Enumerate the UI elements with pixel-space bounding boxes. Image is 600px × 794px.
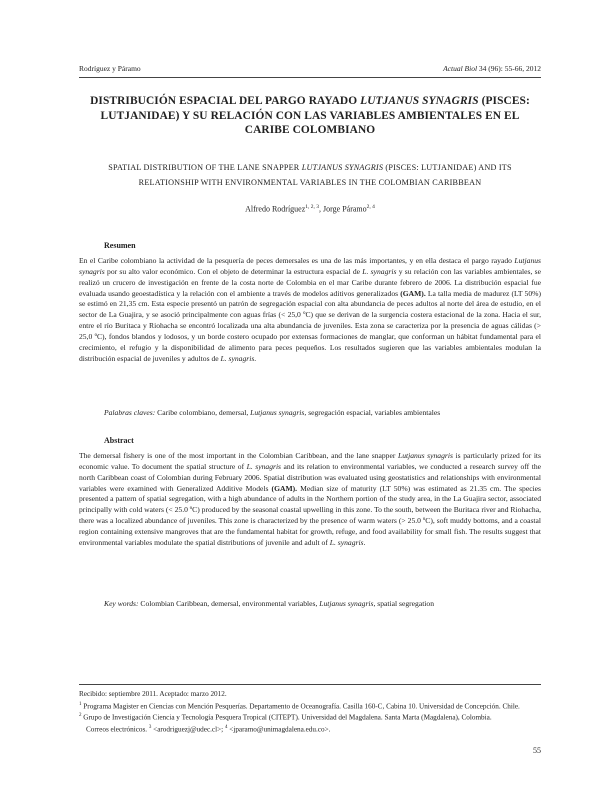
resumen-text: En el Caribe colombiano la actividad de la pesquería de peces demersales es una de las más importantes, y en ella destaca el pargo rayado Lutjanus synagris por su alto valor económico. Con el objeto de determinar la estructura espacial de L. synagris y su relación con las variables ambientales, se realizó un crucero de investigación en frente de la costa norte de Colombia en el mar Caribe durante febrero de 2006. La distribución espacial fue evaluada usando geoestadística y la relación con el ambiente a través de modelos aditivos generalizados (GAM). La talla media de madurez (LT 50%) se estimó en 21,35 cm. Esta especie presentó un patrón de segregación espacial con alta abundancia de peces adultos al norte del área de estudio, en el sector de La Guajira, y se asoció principalmente con aguas frías (< 25,0 ºC) que se derivan de la surgencia costera estacional de la zona. Hacia el sur, entre el río Buritaca y Riohacha se encontró localizada una alta abundancia de juveniles. Esta zona se caracteriza por la presencia de aguas cálidas (> 25,0 ºC), fondos blandos y lodosos, y un borde costero ocupado por extensas formaciones de manglar, que conforman un hábitat fundamental para el crecimiento, el refugio y la disponibilidad de alimento para peces pequeños. Los resultados sugieren que las variables ambientales modulan la distribución espacial de juveniles y adultos de L. synagris.: [79, 256, 541, 363]
header-authors: Rodríguez y Páramo: [79, 64, 141, 73]
author-list: Alfredo Rodríguez$^{1, 2, 3}$, Jorge Páramo$^{2, 4}$: [245, 204, 375, 214]
title-en-species: LUTJANUS SYNAGRIS: [301, 163, 384, 172]
footnote-emails: Correos electrónicos. $^3$ <arodriguezj@udec.cl>; $^4$ <jparamo@unimagdalena.edu.co>.: [86, 725, 331, 734]
title-spanish: DISTRIBUCIÓN ESPACIAL DEL PARGO RAYADO LUTJANUS SYNAGRIS (PISCES: LUTJANIDAE) Y SU RELACIÓN CON LAS VARIABLES AMBIENTALES EN EL CARIBE COLOMBIANO: [90, 95, 530, 136]
footnote-1: $^1$ Programa Magister en Ciencias con Mención Pesquerías. Departamento de Oceanografía. Casilla 160-C, Cabina 10. Universidad de Concepción. Chile.: [79, 701, 520, 710]
resumen-heading: Resumen: [104, 241, 136, 250]
abstract-heading: Abstract: [104, 436, 134, 445]
abstract-text: The demersal fishery is one of the most important in the Colombian Caribbean, and the lane snapper Lutjanus synagris is particularly prized for its economic value. To document the spatial structure of L. synagris and its relation to environmental variables, we conducted a research survey off the north Caribbean coast of Colombian during February 2006. Spatial distribution was evaluated using geostatistics and relationships with environmental variables were examined with Generalized Additive Models (GAM). Median size of maturity (LT 50%) was estimated as 21.35 cm. The species presented a pattern of spatial segregation, with a high abundance of adults in the Northern portion of the study area, in the La Guajira sector, associated principally with cold waters (< 25.0 ºC) produced by the seasonal coastal upwelling in this zone. To the south, between the Buritaca river and Riohacha, there was a localized abundance of juveniles. This zone is characterized by the presence of warm waters (> 25.0 ºC), soft muddy bottoms, and a coastal region containing extensive mangroves that are the fundamental habitat for growth, refuge, and food availability for small fish. The results suggest that environmental variables modulate the spatial distributions of juvenile and adult of L. synagris.: [79, 451, 542, 547]
footnote-2: $^2$ Grupo de Investigación Ciencia y Tecnología Pesquera Tropical (CITEPT). Universidad del Magdalena. Santa Marta (Magdalena), Colombia.: [79, 713, 492, 722]
palabras-claves: Palabras claves: Caribe colombiano, demersal, Lutjanus synagris, segregación espacial, variables ambientales: [104, 408, 441, 417]
received-date: Recibido: septiembre 2011. Aceptado: marzo 2012.: [79, 690, 227, 698]
running-header: [79, 64, 541, 76]
author-1: Alfredo Rodríguez: [245, 204, 306, 214]
key-words: Key words: Colombian Caribbean, demersal, environmental variables, Lutjanus synagris, spatial segregation: [104, 599, 435, 608]
footnote-divider: [79, 684, 541, 685]
author-2-affiliation: 2, 4: [366, 204, 375, 210]
title-species: LUTJANUS SYNAGRIS: [360, 95, 479, 107]
journal-volume: 34 (96): 55-66, 2012: [478, 64, 541, 73]
author-2: Jorge Páramo: [323, 204, 367, 214]
author-1-affiliation: 1, 2, 3: [305, 204, 320, 210]
footnotes: [79, 689, 541, 735]
page-number: 55: [533, 746, 541, 755]
header-citation: [443, 64, 541, 73]
title-english: SPATIAL DISTRIBUTION OF THE LANE SNAPPER LUTJANUS SYNAGRIS (PISCES: LUTJANIDAE) AND ITS RELATIONSHIP WITH ENVIRONMENTAL VARIABLES IN THE COLOMBIAN CARIBBEAN: [108, 163, 512, 187]
header-divider: [79, 77, 541, 78]
palabras-claves-label: Palabras claves:: [104, 408, 156, 417]
key-words-label: Key words:: [104, 599, 139, 608]
journal-name: Actual Biol: [443, 64, 478, 73]
